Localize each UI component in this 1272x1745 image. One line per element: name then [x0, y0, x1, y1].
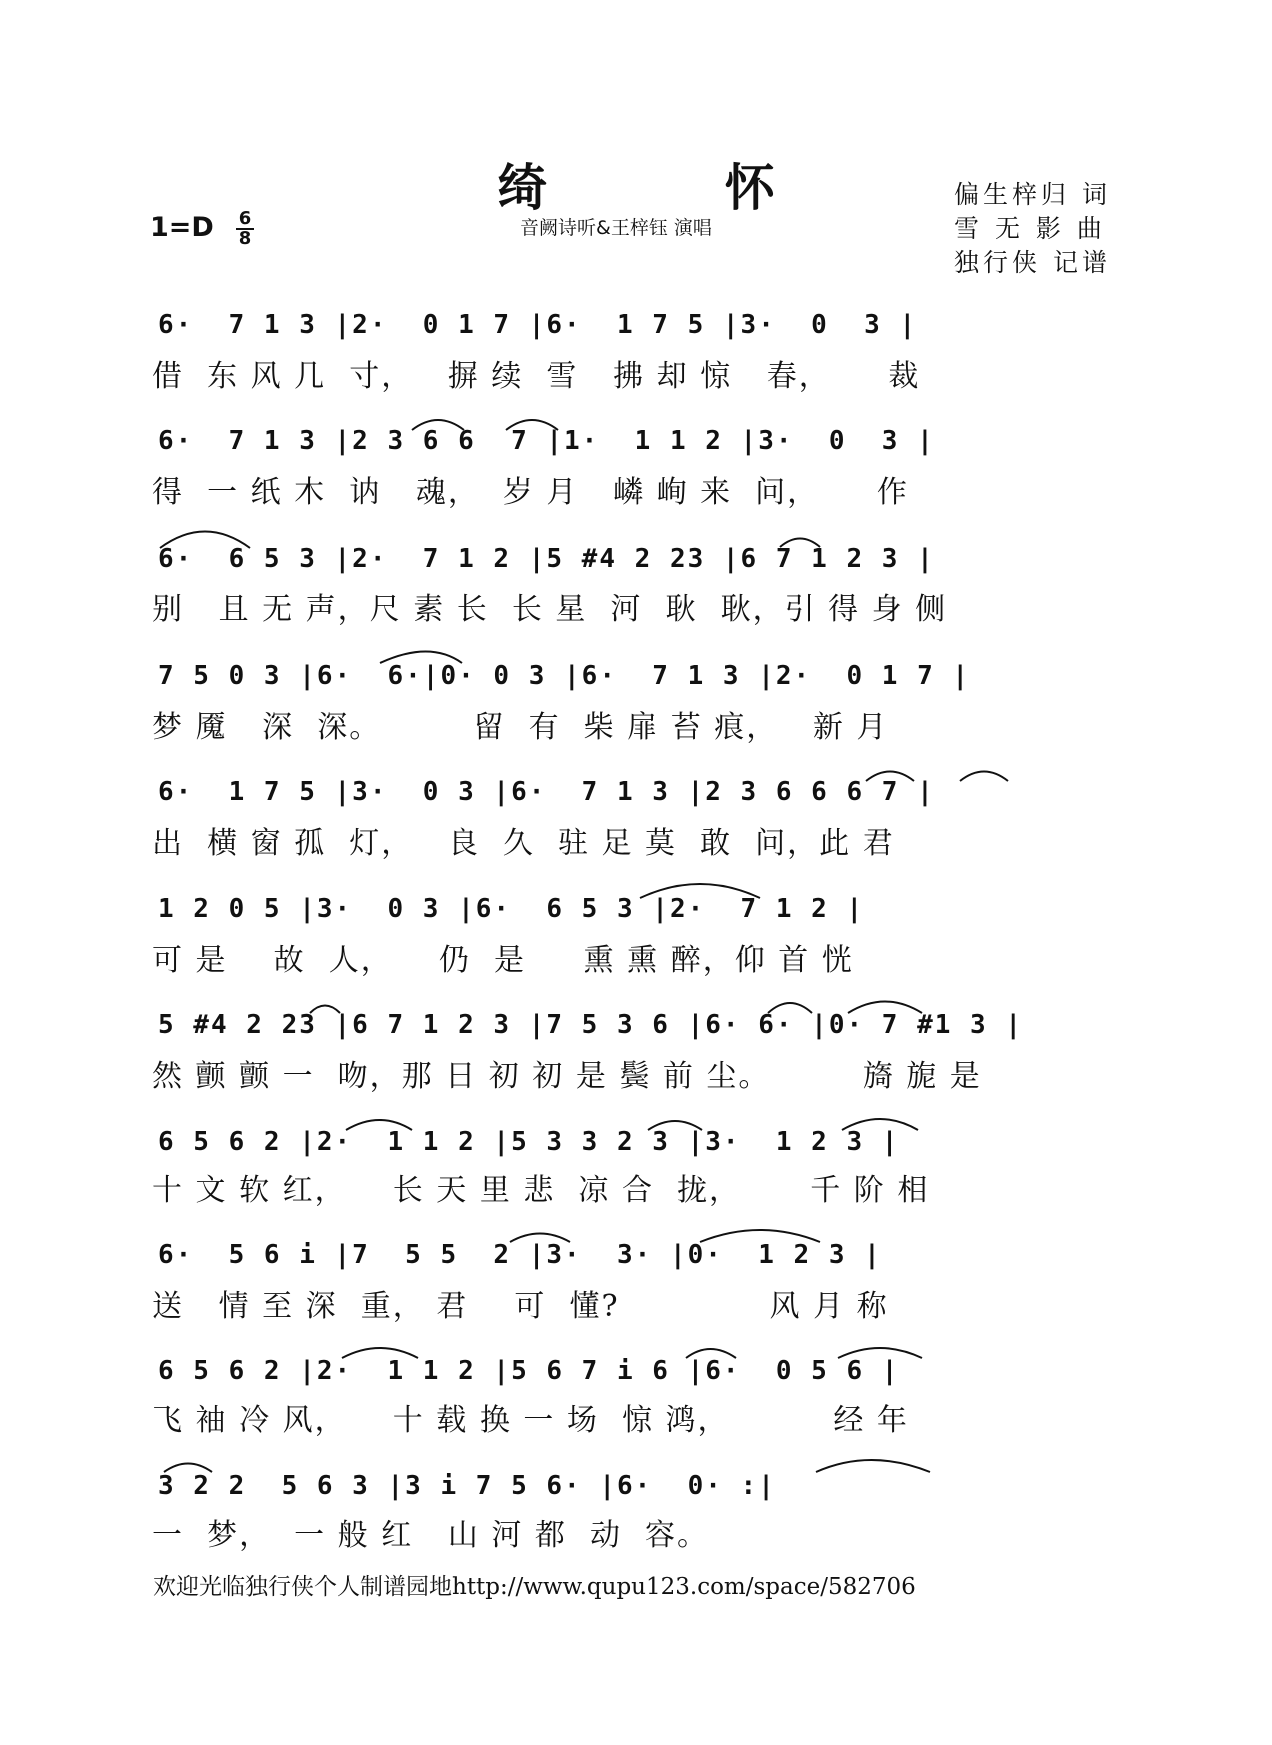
- lyric-row: 出 横 窗 孤 灯， 良 久 驻 足 莫 敢 问，此 君: [152, 826, 895, 861]
- notation-row: 6· 6 5 3 |2· 7 1 2 |5 #4 2 23 |6 7 1 2 3 |: [158, 544, 935, 574]
- notation-row: 6· 1 7 5 |3· 0 3 |6· 7 1 3 |2 3 6 6 6 7 |: [158, 777, 935, 807]
- time-top: 6: [238, 208, 252, 229]
- notation-row: 1 2 0 5 |3· 0 3 |6· 6 5 3 |2· 7 1 2 |: [158, 894, 865, 924]
- transcriber: 独行侠 记谱: [954, 248, 1111, 277]
- lyric-row: 借 东 风 几 寸， 摒 续 雪 拂 却 惊 春， 裁: [152, 359, 921, 394]
- notation-row: 6· 5 6 i |7 5 5 2 |3· 3· |0· 1 2 3 |: [158, 1240, 882, 1270]
- lyric-row: 得 一 纸 木 讷 魂， 岁 月 嶙 峋 来 问， 作: [152, 475, 909, 510]
- notation-row: 6 5 6 2 |2· 1 1 2 |5 3 3 2 3 |3· 1 2 3 |: [158, 1127, 900, 1157]
- lyric-row: 然 颤 颤 一 吻，那 日 初 初 是 鬓 前 尘。 旖 旎 是: [152, 1059, 982, 1094]
- slur-arc: [960, 772, 1008, 782]
- notation-row: 6· 7 1 3 |2· 0 1 7 |6· 1 7 5 |3· 0 3 |: [158, 310, 918, 340]
- performer: 音阙诗听&王梓钰 演唱: [520, 217, 712, 239]
- lyric-row: 一 梦， 一 般 红 山 河 都 动 容。: [152, 1518, 710, 1553]
- lyricist: 偏生梓归 词: [954, 180, 1111, 209]
- song-title: 绮 怀: [497, 158, 855, 217]
- credits: [954, 178, 1111, 280]
- composer: 雪 无 影 曲: [954, 214, 1106, 243]
- time-bottom: 8: [236, 228, 254, 248]
- footer-link-text: 欢迎光临独行侠个人制谱园地http://www.qupu123.com/space/582706: [153, 1574, 916, 1600]
- notation-row: 3 2 2 5 6 3 |3 i 7 5 6· |6· 0· :|: [158, 1471, 776, 1501]
- slur-arc: [816, 1460, 930, 1472]
- notation-row: 6· 7 1 3 |2 3 6 6 7 |1· 1 1 2 |3· 0 3 |: [158, 426, 935, 456]
- notation-row: 5 #4 2 23 |6 7 1 2 3 |7 5 3 6 |6· 6· |0· 7 #1 3 |: [158, 1010, 1024, 1040]
- lyric-row: 梦 魇 深 深。 留 有 柴 扉 苔 痕， 新 月: [152, 710, 889, 745]
- lyric-row: 别 且 无 声，尺 素 长 长 星 河 耿 耿，引 得 身 侧: [152, 592, 948, 627]
- lyric-row: 飞 袖 冷 风， 十 载 换 一 场 惊 鸿， 经 年: [152, 1403, 909, 1438]
- lyric-row: 十 文 软 红， 长 天 里 悲 凉 合 拢， 千 阶 相: [152, 1173, 930, 1208]
- lyric-row: 可 是 故 人， 仍 是 熏 熏 醉，仰 首 恍: [152, 943, 854, 978]
- lyric-row: 送 情 至 深 重， 君 可 懂? 风 月 称: [152, 1289, 889, 1324]
- notation-row: 7 5 0 3 |6· 6·|0· 0 3 |6· 7 1 3 |2· 0 1 7 |: [158, 661, 971, 691]
- notation-row: 6 5 6 2 |2· 1 1 2 |5 6 7 i 6 |6· 0 5 6 |: [158, 1356, 900, 1386]
- key-signature: 1=D: [150, 212, 214, 243]
- time-signature: [236, 210, 254, 248]
